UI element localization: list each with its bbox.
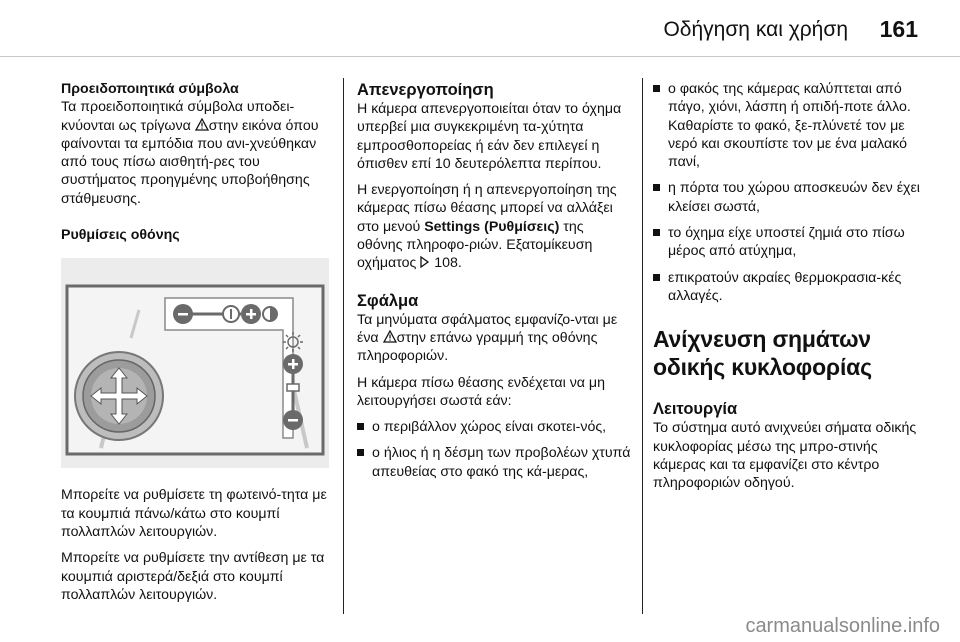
- column-1: [61, 80, 329, 604]
- bullet-square-icon: [653, 229, 660, 236]
- page-number: 161: [879, 16, 918, 42]
- list-item: ο περιβάλλον χώρος είναι σκοτει-νός,: [357, 418, 633, 436]
- list-item: επικρατούν ακραίες θερμοκρασια-κές αλλαγές.: [653, 269, 931, 306]
- header-rule: [0, 56, 960, 57]
- contrast-text: Μπορείτε να ρυθμίσετε την αντίθεση με τα κουμπιά αριστερά/δεξιά στο κουμπί πολλαπλών λειτουργιών.: [61, 550, 325, 603]
- error-conditions-list: [357, 418, 633, 481]
- bullet-square-icon: [653, 184, 660, 191]
- column-3: [653, 80, 931, 492]
- warning-symbols-text: Τα προειδοποιητικά σύμβολα υποδει-κνύονται ως τρίγωνα στην εικόνα όπου φαίνονται τα εμπόδια που ανι-χνεύθηκαν από τους πίσω αισθητή-ρες του συστήματος προηγμένης υποβοήθησης στάθμευσης.: [61, 99, 319, 207]
- error-heading: Σφάλμα: [357, 291, 419, 310]
- traffic-sign-recognition-heading: Ανίχνευση σημάτων οδικής κυκλοφορίας: [653, 326, 872, 381]
- display-settings-heading: Ρυθμίσεις οθόνης: [61, 227, 180, 244]
- bullet-square-icon: [653, 274, 660, 281]
- deactivation-heading: Απενεργοποίηση: [357, 81, 494, 99]
- deactivation-settings-text: Η ενεργοποίηση ή η απενεργοποίηση της κάμερας πίσω θέασης μπορεί να αλλάξει στο μενού Settings (Ρυθμίσεις) της οθόνης πληροφο-ριών. Εξατομίκευση οχήματος 108.: [357, 182, 617, 272]
- bullet-square-icon: [357, 449, 364, 456]
- bullet-square-icon: [357, 423, 364, 430]
- column-rule-2: [642, 78, 643, 614]
- bullet-square-icon: [653, 85, 660, 92]
- list-item: το όχημα είχε υποστεί ζημιά στο πίσω μέρος από ατύχημα,: [653, 224, 931, 261]
- error-conditions-list-continued: [653, 80, 931, 305]
- error-text: Τα μηνύματα σφάλματος εμφανίζο-νται με ένα στην επάνω γραμμή της οθόνης πληροφοριών.: [357, 311, 618, 365]
- brightness-text: Μπορείτε να ρυθμίσετε τη φωτεινό-τητα με τα κουμπιά πάνω/κάτω στο κουμπί πολλαπλών λειτουργιών.: [61, 487, 327, 540]
- watermark: carmanualsonline.info: [745, 615, 940, 637]
- function-text: Το σύστημα αυτό ανιχνεύει σήματα οδικής κυκλοφορίας μέσω της μπρο-στινής κάμερας και τα εμφανίζει στο κέντρο πληροφοριών οδηγού.: [653, 420, 917, 492]
- list-item: ο φακός της κάμερας καλύπτεται από πάγο, χιόνι, λάσπη ή οπιδή-ποτε άλλο. Καθαρίστε το φακό, ξε-πλύνετέ τον με νερό και σκουπίστε τον με ένα μαλακό πανί,: [653, 80, 931, 171]
- warning-triangle-icon: [383, 329, 397, 347]
- list-item: ο ήλιος ή η δέσμη των προβολέων χτυπά απευθείας στο φακό της κά-μερας,: [357, 444, 633, 481]
- display-settings-illustration: [61, 258, 329, 468]
- function-heading: Λειτουργία: [653, 400, 738, 419]
- warning-symbols-heading: Προειδοποιητικά σύμβολα: [61, 81, 239, 97]
- settings-menu-label: Settings (Ρυθμίσεις): [424, 218, 560, 235]
- page-header-title: Οδήγηση και χρήση: [663, 18, 848, 41]
- column-2: [357, 80, 633, 489]
- deactivation-text: Η κάμερα απενεργοποιείται όταν το όχημα υπερβεί μια συγκεκριμένη τα-χύτητα εμπροσθοπορείας ή εάν δεν επιλεγεί η όπισθεν επί 10 δευτερόλεπτα περίπου.: [357, 101, 622, 172]
- list-item: η πόρτα του χώρου αποσκευών δεν έχει κλείσει σωστά,: [653, 179, 931, 216]
- warning-triangle-icon: [195, 117, 209, 135]
- column-rule-1: [343, 78, 344, 614]
- error-conditions-text: Η κάμερα πίσω θέασης ενδέχεται να μη λειτουργήσει σωστά εάν:: [357, 374, 605, 409]
- page-reference-icon: [420, 255, 430, 271]
